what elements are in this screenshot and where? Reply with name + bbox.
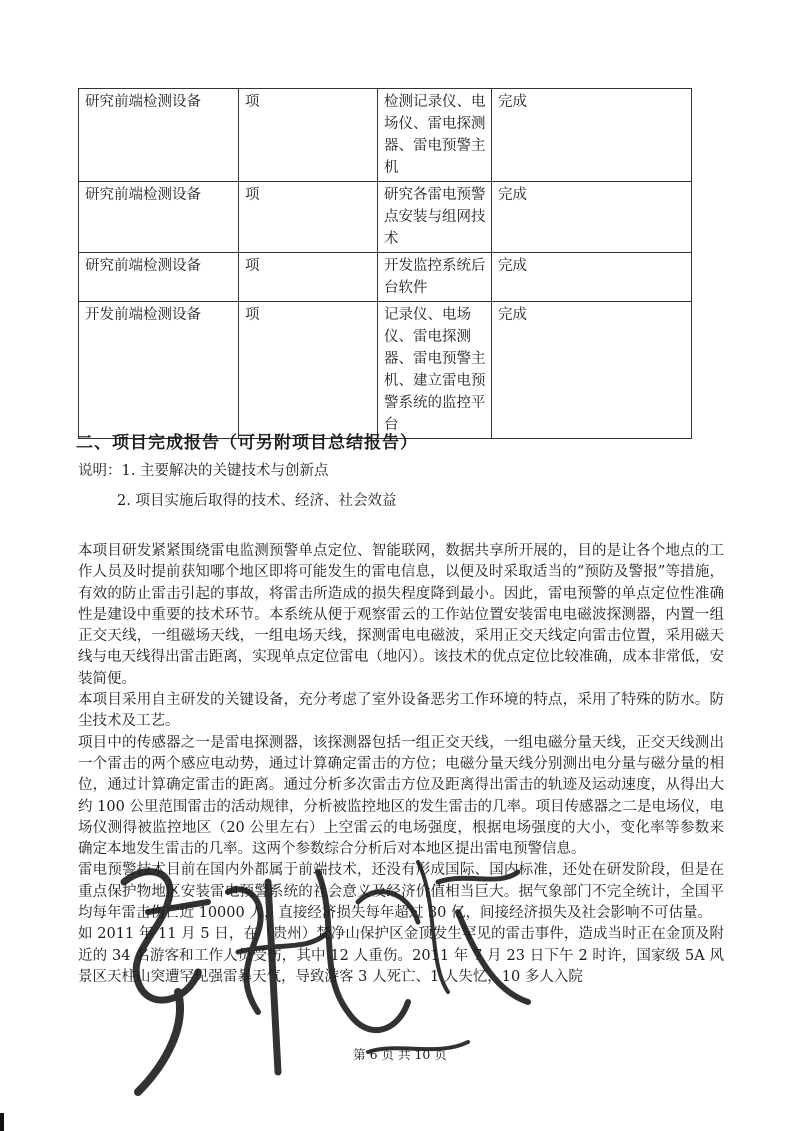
table-cell-unit: 项 (239, 253, 378, 302)
paragraph: 本项目研发紧紧围绕雷电监测预警单点定位、智能联网，数据共享所开展的，目的是让各个地点的工作人员及时提前获知哪个地区即将可能发生的雷电信息，以便及时采取适当的“预防及警报”等措施，有效的防止雷击引起的事故，将雷击所造成的损失程度降到最小。因此，雷电预警的单点定位性准确性是建设中重要的技术环节。本系统从便于观察雷云的工作站位置安装雷电电磁波探测器，内置一组正交天线，一组磁场天线，一组电场天线，探测雷电电磁波，采用正交天线定向雷击位置，采用磁天线与电天线得出雷击距离，实现单点定位雷电（地闪）。该技术的优点定位比较准确，成本非常低，安装简便。 (78, 543, 724, 687)
task-table (78, 88, 692, 439)
table-row (79, 302, 692, 439)
section-title: 二、项目完成报告（可另附项目总结报告） (76, 433, 418, 453)
note-line-2: 2. 项目实施后取得的技术、经济、社会效益 (117, 493, 397, 509)
table-cell-task: 开发前端检测设备 (79, 302, 239, 439)
table-cell-status: 完成 (492, 89, 692, 182)
table-cell-unit: 项 (239, 302, 378, 439)
table-cell-status: 完成 (492, 253, 692, 302)
paragraph: 如 2011 年 11 月 5 日，在（贵州）梵净山保护区金顶发生罕见的雷击事件，造成当时正在金顶及附近的 34 名游客和工作人员受伤，其中 12 人重伤。2011 年 7 月 23 日下午 2 时许，国家级 5A 风景区天柱山突遭罕见强雷暴天气，导致游客 3 人死亡、1 人失忆，10 多人入院 (78, 926, 724, 985)
table-cell-unit: 项 (239, 89, 378, 182)
paragraph: 本项目采用自主研发的关键设备，充分考虑了室外设备恶劣工作环境的特点，采用了特殊的防水。防尘技术及工艺。 (78, 692, 724, 730)
table-cell-task: 研究前端检测设备 (79, 182, 239, 253)
paragraph: 雷电预警技术目前在国内外都属于前端技术，还没有形成国际、国内标准，还处在研发阶段，但是在重点保护物地区安装雷电预警系统的社会意义及经济价值相当巨大。据气象部门不完全统计，全国平均每年雷击伤亡近 10000 人，直接经济损失每年超过 30 亿，间接经济损失及社会影响不可估量。 (78, 862, 724, 922)
page-number: 第 6 页 共 10 页 (353, 1047, 447, 1062)
table-cell-status: 完成 (492, 302, 692, 439)
table-cell-content: 记录仪、电场仪、雷电探测器、雷电预警主机、建立雷电预警系统的监控平台 (378, 302, 492, 439)
table-cell-task: 研究前端检测设备 (79, 253, 239, 302)
table-row (79, 182, 692, 253)
table-row (79, 89, 692, 182)
table-cell-content: 研究各雷电预警点安装与组网技术 (378, 182, 492, 253)
report-body (78, 541, 724, 988)
table-cell-content: 开发监控系统后台软件 (378, 253, 492, 302)
table-cell-status: 完成 (492, 182, 692, 253)
table-cell-task: 研究前端检测设备 (79, 89, 239, 182)
note-line-1: 说明：1. 主要解决的关键技术与创新点 (78, 463, 329, 479)
table-cell-unit: 项 (239, 182, 378, 253)
table-cell-content: 检测记录仪、电场仪、雷电探测器、雷电预警主机 (378, 89, 492, 182)
paragraph: 项目中的传感器之一是雷电探测器，该探测器包括一组正交天线，一组电磁分量天线，正交天线测出一个雷击的两个感应电动势，通过计算确定雷击的方位；电磁分量天线分别测出电分量与磁分量的相位，通过计算确定雷击的距离。通过分析多次雷击方位及距离得出雷击的轨迹及运动速度，从得出大约 100 公里范围雷击的活动规律，分析被监控地区的发生雷击的几率。项目传感器之二是电场仪，电场仪测得被监控地区（20 公里左右）上空雷云的电场强度，根据电场强度的大小，变化率等参数来确定本地发生雷击的几率。这两个参数综合分析后对本地区提出雷电预警信息。 (78, 734, 724, 858)
table-row (79, 253, 692, 302)
scan-edge-mark (0, 1113, 4, 1131)
